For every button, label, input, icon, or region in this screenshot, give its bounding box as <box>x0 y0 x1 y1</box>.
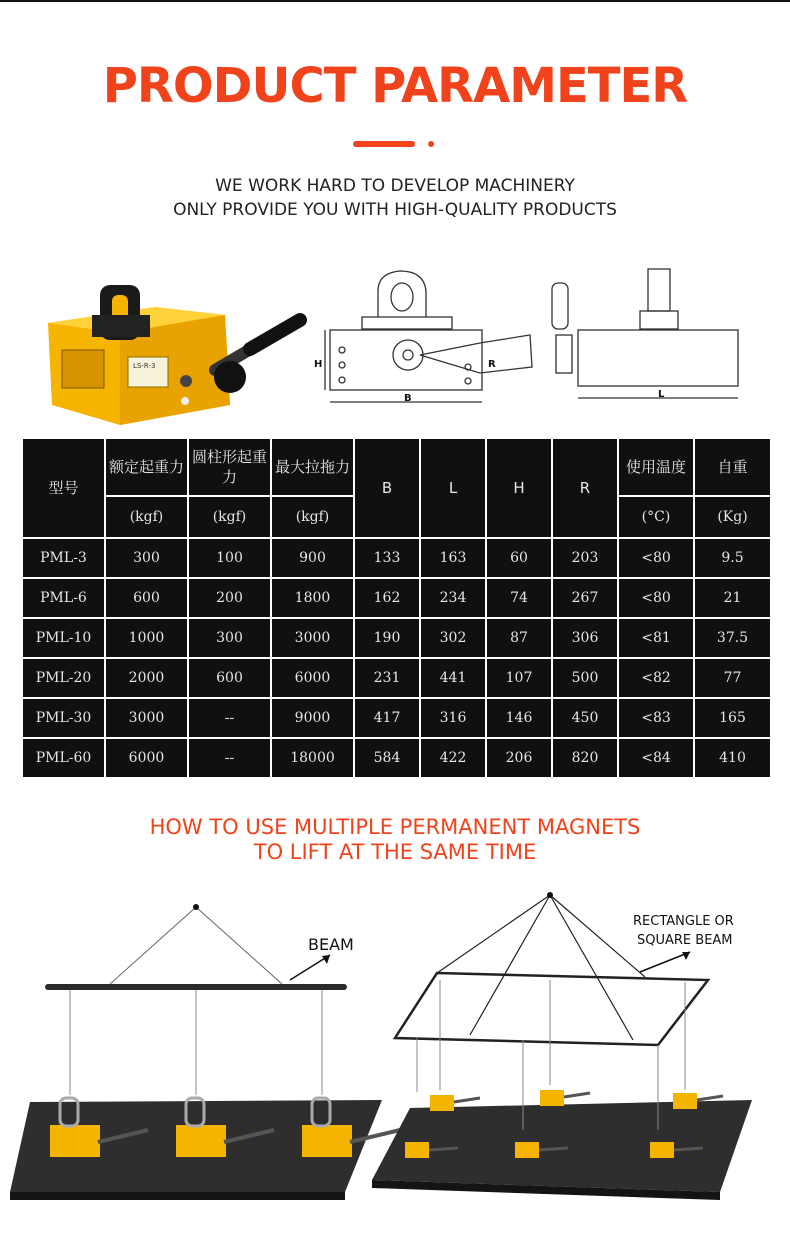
table-cell: 200 <box>188 578 271 618</box>
table-cell: 1800 <box>271 578 354 618</box>
beam-label: BEAM <box>308 935 354 954</box>
title-underline <box>353 141 415 147</box>
unit-rated-lifting: (kgf) <box>105 496 188 538</box>
product-drawings <box>0 255 790 425</box>
table-row <box>22 618 771 658</box>
table-cell: PML-60 <box>22 738 105 778</box>
table-row <box>22 658 771 698</box>
table-cell: PML-3 <box>22 538 105 578</box>
table-cell: 190 <box>354 618 420 658</box>
header-weight: 自重 <box>694 438 771 496</box>
table-cell: PML-6 <box>22 578 105 618</box>
table-cell: 600 <box>188 658 271 698</box>
usage-heading-line-2: TO LIFT AT THE SAME TIME <box>253 840 537 864</box>
unit-max-pull: (kgf) <box>271 496 354 538</box>
table-cell: 165 <box>694 698 771 738</box>
side-view-drawing <box>325 271 532 402</box>
top-rule <box>0 0 790 2</box>
table-cell: 6000 <box>105 738 188 778</box>
table-cell: 300 <box>105 538 188 578</box>
unit-temp: (°C) <box>618 496 694 538</box>
table-cell: 441 <box>420 658 486 698</box>
header-l: L <box>420 438 486 538</box>
table-cell: 2000 <box>105 658 188 698</box>
table-cell: 203 <box>552 538 618 578</box>
table-cell: 410 <box>694 738 771 778</box>
table-cell: 18000 <box>271 738 354 778</box>
header-rated-lifting: 额定起重力 <box>105 438 188 496</box>
beam-bar <box>45 984 347 990</box>
table-cell: 306 <box>552 618 618 658</box>
table-cell: <80 <box>618 578 694 618</box>
dim-l-label: L <box>658 389 665 400</box>
header-cylindrical-lifting: 圆柱形起重力 <box>188 438 271 496</box>
table-cell: 9.5 <box>694 538 771 578</box>
rect-label-line-2: SQUARE BEAM <box>637 933 733 948</box>
table-cell: 206 <box>486 738 552 778</box>
magnet-photo <box>48 285 300 425</box>
table-cell: 450 <box>552 698 618 738</box>
spec-table <box>21 437 772 779</box>
table-row <box>22 738 771 778</box>
title-underline-dot <box>428 141 434 147</box>
table-cell: 234 <box>420 578 486 618</box>
page-title: PRODUCT PARAMETER <box>102 58 688 114</box>
table-cell: 231 <box>354 658 420 698</box>
table-cell: -- <box>188 698 271 738</box>
table-cell: 162 <box>354 578 420 618</box>
table-cell: 1000 <box>105 618 188 658</box>
header-model: 型号 <box>22 438 105 538</box>
table-cell: 77 <box>694 658 771 698</box>
table-cell: -- <box>188 738 271 778</box>
table-row <box>22 578 771 618</box>
table-cell: <81 <box>618 618 694 658</box>
table-cell: 74 <box>486 578 552 618</box>
table-cell: 60 <box>486 538 552 578</box>
usage-heading-line-1: HOW TO USE MULTIPLE PERMANENT MAGNETS <box>149 815 641 839</box>
table-cell: PML-30 <box>22 698 105 738</box>
header-max-pull: 最大拉拖力 <box>271 438 354 496</box>
table-row <box>22 538 771 578</box>
table-cell: 163 <box>420 538 486 578</box>
lifting-illustration <box>0 880 790 1249</box>
table-cell: 107 <box>486 658 552 698</box>
table-cell: <83 <box>618 698 694 738</box>
table-cell: 500 <box>552 658 618 698</box>
table-cell: 3000 <box>271 618 354 658</box>
table-cell: 316 <box>420 698 486 738</box>
table-cell: PML-20 <box>22 658 105 698</box>
table-cell: 9000 <box>271 698 354 738</box>
table-cell: PML-10 <box>22 618 105 658</box>
rect-label-line-1: RECTANGLE OR <box>633 914 734 929</box>
table-cell: 422 <box>420 738 486 778</box>
table-cell: <80 <box>618 538 694 578</box>
table-cell: 820 <box>552 738 618 778</box>
top-view-drawing <box>552 269 738 398</box>
table-cell: 87 <box>486 618 552 658</box>
header-h: H <box>486 438 552 538</box>
header-r: R <box>552 438 618 538</box>
table-cell: <82 <box>618 658 694 698</box>
table-cell: 133 <box>354 538 420 578</box>
table-cell: 267 <box>552 578 618 618</box>
table-cell: 21 <box>694 578 771 618</box>
table-cell: 300 <box>188 618 271 658</box>
subtitle-line-2: ONLY PROVIDE YOU WITH HIGH-QUALITY PRODUCTS <box>173 200 617 220</box>
table-cell: 584 <box>354 738 420 778</box>
table-cell: 3000 <box>105 698 188 738</box>
table-cell: 100 <box>188 538 271 578</box>
dim-r-label: R <box>488 359 496 370</box>
header-temp: 使用温度 <box>618 438 694 496</box>
magnet-small <box>540 1090 590 1106</box>
table-cell: 302 <box>420 618 486 658</box>
table-cell: 6000 <box>271 658 354 698</box>
unit-weight: (Kg) <box>694 496 771 538</box>
unit-cylindrical-lifting: (kgf) <box>188 496 271 538</box>
table-cell: 37.5 <box>694 618 771 658</box>
subtitle-line-1: WE WORK HARD TO DEVELOP MACHINERY <box>215 176 575 196</box>
dim-b-label: B <box>404 393 412 404</box>
table-cell: 146 <box>486 698 552 738</box>
table-row <box>22 698 771 738</box>
table-cell: 900 <box>271 538 354 578</box>
dim-h-label: H <box>314 359 323 370</box>
table-cell: <84 <box>618 738 694 778</box>
table-cell: 417 <box>354 698 420 738</box>
table-cell: 600 <box>105 578 188 618</box>
magnet-label-text: LS-R-3 <box>133 362 156 370</box>
header-b: B <box>354 438 420 538</box>
